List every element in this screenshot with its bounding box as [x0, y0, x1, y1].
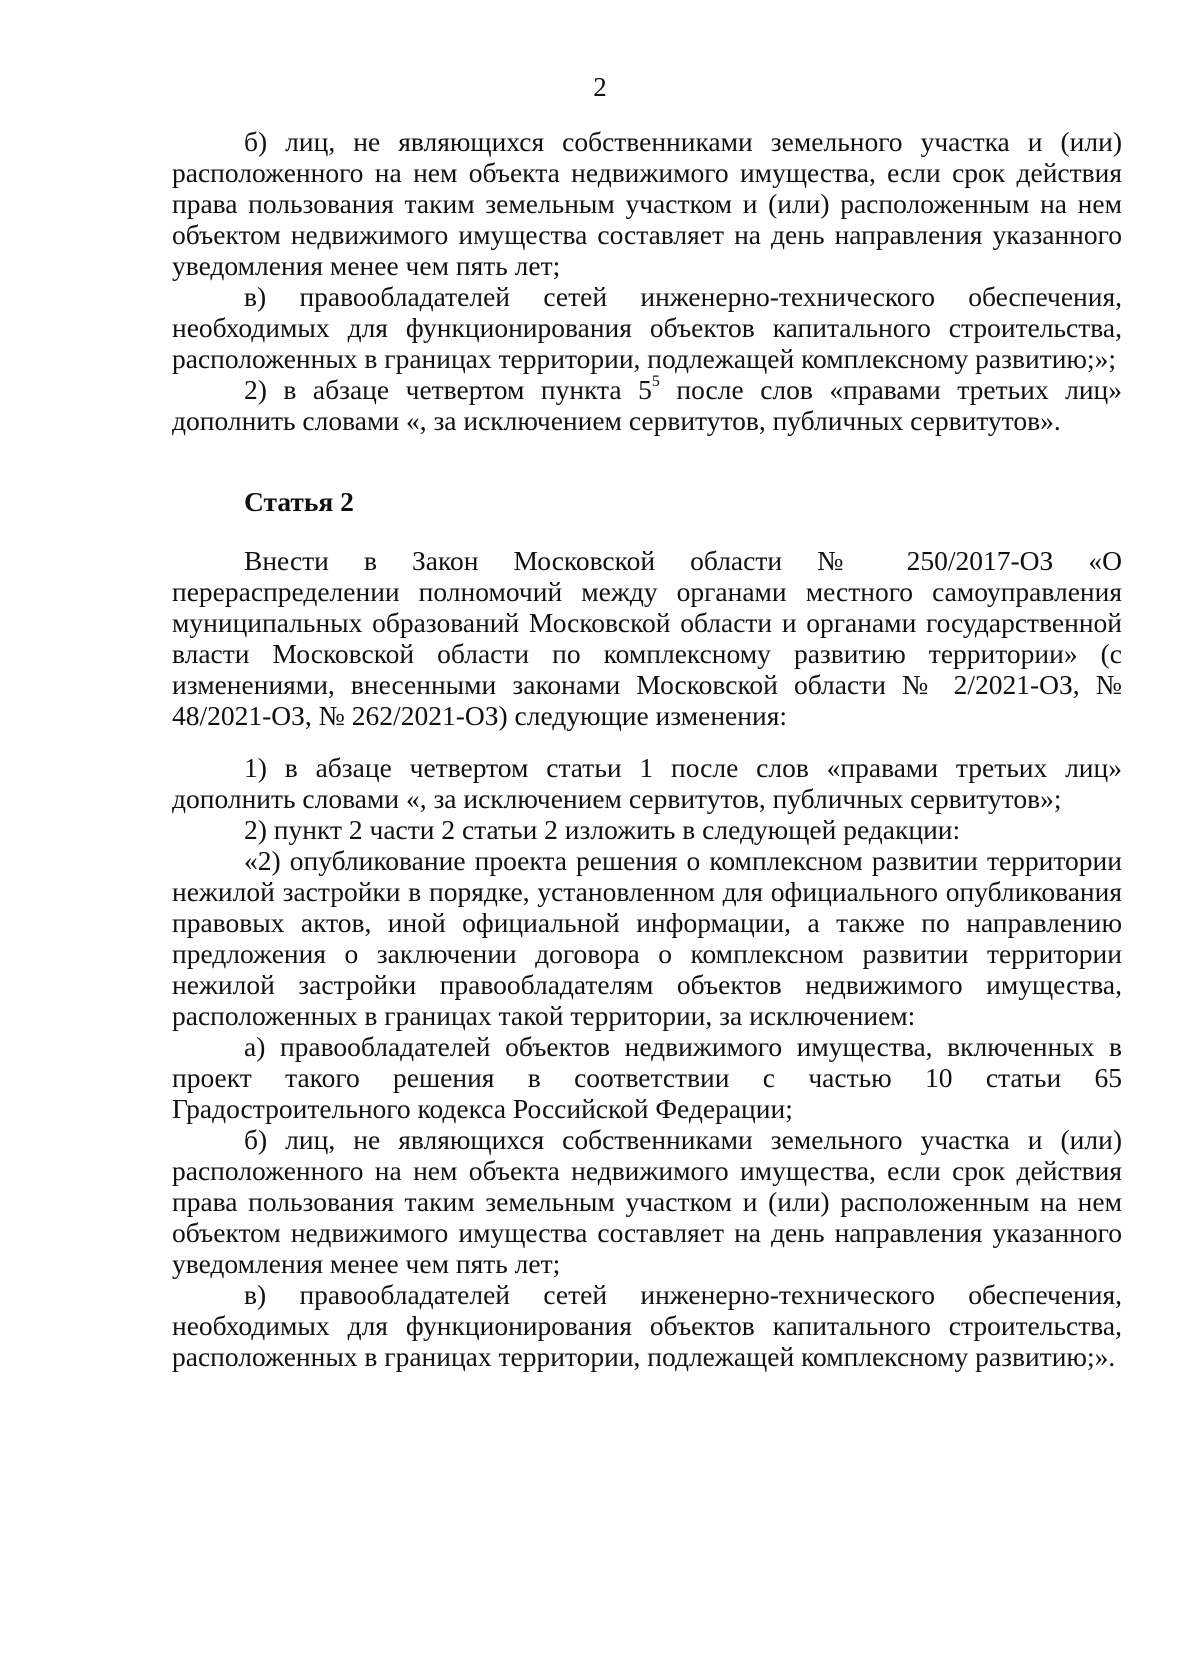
superscript-5: 5 [651, 372, 660, 390]
sub-item-v: в) правообладателей сетей инженерно-технического обеспечения, необходимых для функционирования объектов капитального строительства, расположенных в границах территории, подлежащей комплексному развитию;». [172, 1279, 1122, 1372]
sub-item-a: а) правообладателей объектов недвижимого имущества, включенных в проект такого решения в соответствии с частью 10 статьи 65 Градостроительного кодекса Российской Федерации; [172, 1031, 1122, 1124]
article-2-item-1: 1) в абзаце четвертом статьи 1 после слов «правами третьих лиц» дополнить словами «, за исключением сервитутов, публичных сервитутов»; [172, 752, 1122, 814]
item-2-text-part2: после слов «правами третьих лиц» дополнить словами «, за исключением сервитутов, публичных сервитутов». [172, 374, 1123, 436]
item-2-text-part1: 2) в абзаце четвертом пункта 5 [244, 374, 652, 405]
page-number: 2 [593, 72, 607, 102]
paragraph-v-continuation: в) правообладателей сетей инженерно-технического обеспечения, необходимых для функционирования объектов капитального строительства, расположенных в границах территории, подлежащей комплексному развитию;»; [172, 281, 1122, 374]
top-block [172, 126, 1122, 436]
paragraph-b-continuation: б) лиц, не являющихся собственниками земельного участка и (или) расположенного на нем объекта недвижимого имущества, если срок действия права пользования таким земельным участком и (или) расположенным на нем объектом недвижимого имущества составляет на день направления указанного уведомления менее чем пять лет; [172, 126, 1122, 281]
article-2-item-2: 2) пункт 2 части 2 статьи 2 изложить в следующей редакции: [244, 814, 961, 845]
paragraph-item-2 [172, 374, 1122, 436]
article-2-heading: Статья 2 [244, 486, 354, 517]
article-2-intro-block [172, 545, 1122, 731]
sub-item-b: б) лиц, не являющихся собственниками земельного участка и (или) расположенного на нем объекта недвижимого имущества, если срок действия права пользования таким земельным участком и (или) расположенным на нем объектом недвижимого имущества составляет на день направления указанного уведомления менее чем пять лет; [172, 1124, 1122, 1279]
article-2-intro: Внести в Закон Московской области № 250/2017-ОЗ «О перераспределении полномочий между органами местного самоуправления муниципальных образований Московской области и органами государственной власти Московской области по комплексному развитию территории» (с изменениями, внесенными законами Московской области № 2/2021-ОЗ, № 48/2021-ОЗ, № 262/2021-ОЗ) следующие изменения: [172, 545, 1122, 731]
article-2-items-block [172, 752, 1122, 1372]
quoted-item-2: «2) опубликование проекта решения о комплексном развитии территории нежилой застройки в порядке, установленном для официального опубликования правовых актов, иной официальной информации, а также по направлению предложения о заключении договора о комплексном развитии территории нежилой застройки правообладателям объектов недвижимого имущества, расположенных в границах такой территории, за исключением: [172, 845, 1122, 1031]
